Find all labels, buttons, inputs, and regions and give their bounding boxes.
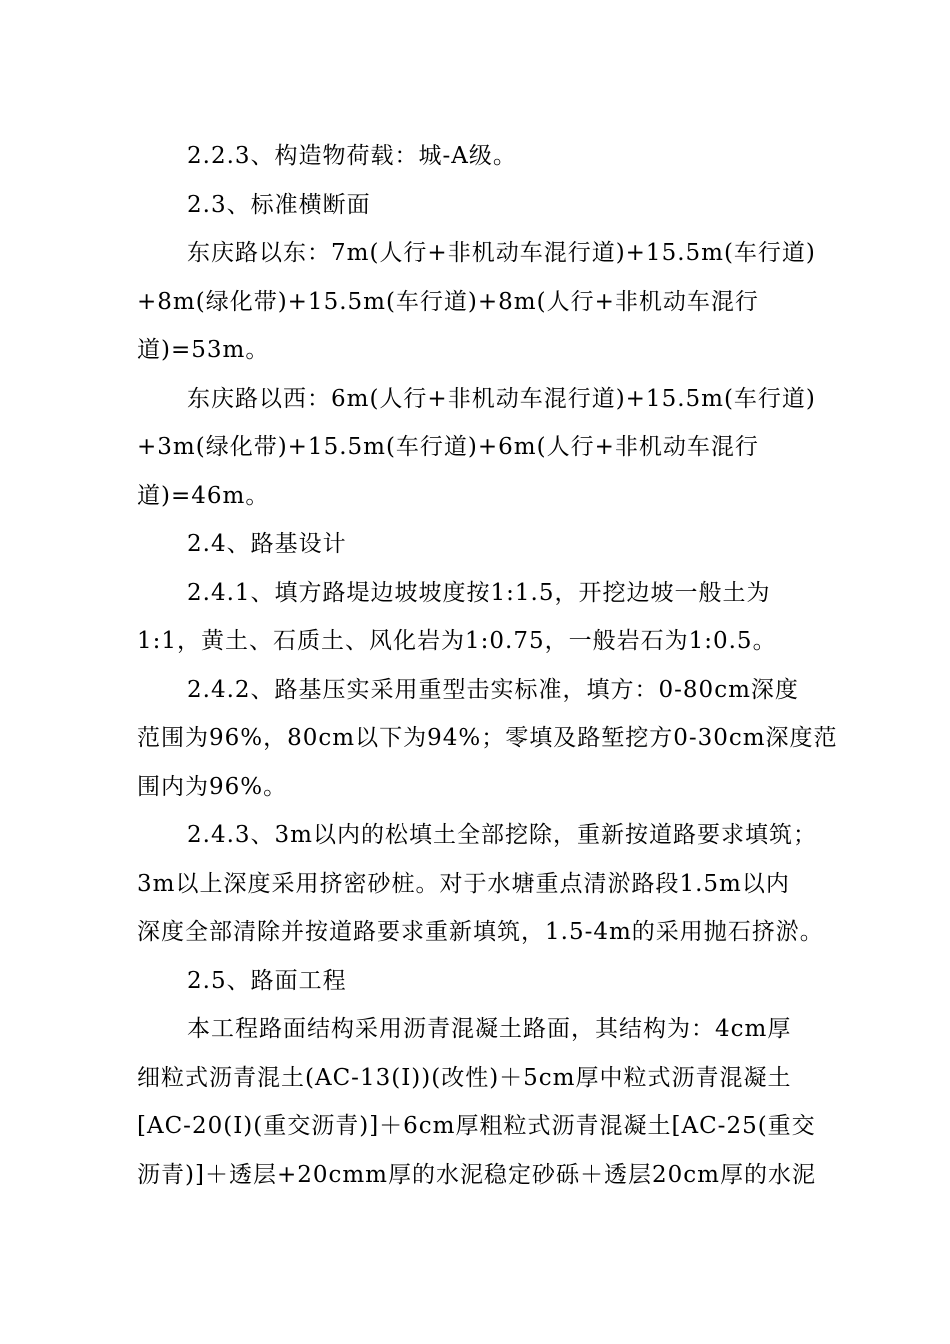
section-heading: 2.4、路基设计 <box>187 531 347 557</box>
section-heading: 2.5、路面工程 <box>187 967 347 994</box>
section-heading: 2.3、标准横断面 <box>187 191 371 218</box>
document-body <box>137 132 837 1199</box>
text-line: 本工程路面结构采用沥青混凝土路面，其结构为：4cm厚 <box>187 1016 792 1042</box>
text-line: 东庆路以东：7m(人行+非机动车混行道)+15.5m(车行道) <box>187 240 816 266</box>
text-line: 2.2.3、构造物荷载：城-A级。 <box>187 143 517 169</box>
text-line: 道)=46m。 <box>137 482 270 509</box>
text-line: 2.4.3、3m以内的松填土全部挖除，重新按道路要求填筑； <box>187 822 817 848</box>
text-line: 2.4.1、填方路堤边坡坡度按1:1.5，开挖边坡一般土为 <box>187 579 771 606</box>
text-line: 范围为96%，80cm以下为94%；零填及路堑挖方0-30cm深度范 <box>137 725 838 751</box>
text-line: +3m(绿化带)+15.5m(车行道)+6m(人行+非机动车混行 <box>137 434 759 460</box>
text-line: 细粒式沥青混土(AC-13(I))(改性)＋5cm厚中粒式沥青混凝土 <box>137 1064 792 1091</box>
text-line: 东庆路以西：6m(人行+非机动车混行道)+15.5m(车行道) <box>187 385 816 412</box>
text-line: 2.4.2、路基压实采用重型击实标准，填方：0-80cm深度 <box>187 676 799 703</box>
text-line: 沥青)]＋透层+20cmm厚的水泥稳定砂砾＋透层20cm厚的水泥 <box>137 1161 816 1188</box>
text-line: 3m以上深度采用挤密砂桩。对于水塘重点清淤路段1.5m以内 <box>137 870 790 897</box>
text-line: 深度全部清除并按道路要求重新填筑，1.5-4m的采用抛石挤淤。 <box>137 919 824 945</box>
text-line: 道)=53m。 <box>137 337 270 363</box>
text-line: +8m(绿化带)+15.5m(车行道)+8m(人行+非机动车混行 <box>137 288 759 315</box>
text-line: 围内为96%。 <box>137 773 288 800</box>
text-line: 1:1，黄土、石质土、风化岩为1:0.75，一般岩石为1:0.5。 <box>137 628 777 654</box>
text-line: [AC-20(I)(重交沥青)]＋6cm厚粗粒式沥青混凝土[AC-25(重交 <box>137 1113 816 1139</box>
